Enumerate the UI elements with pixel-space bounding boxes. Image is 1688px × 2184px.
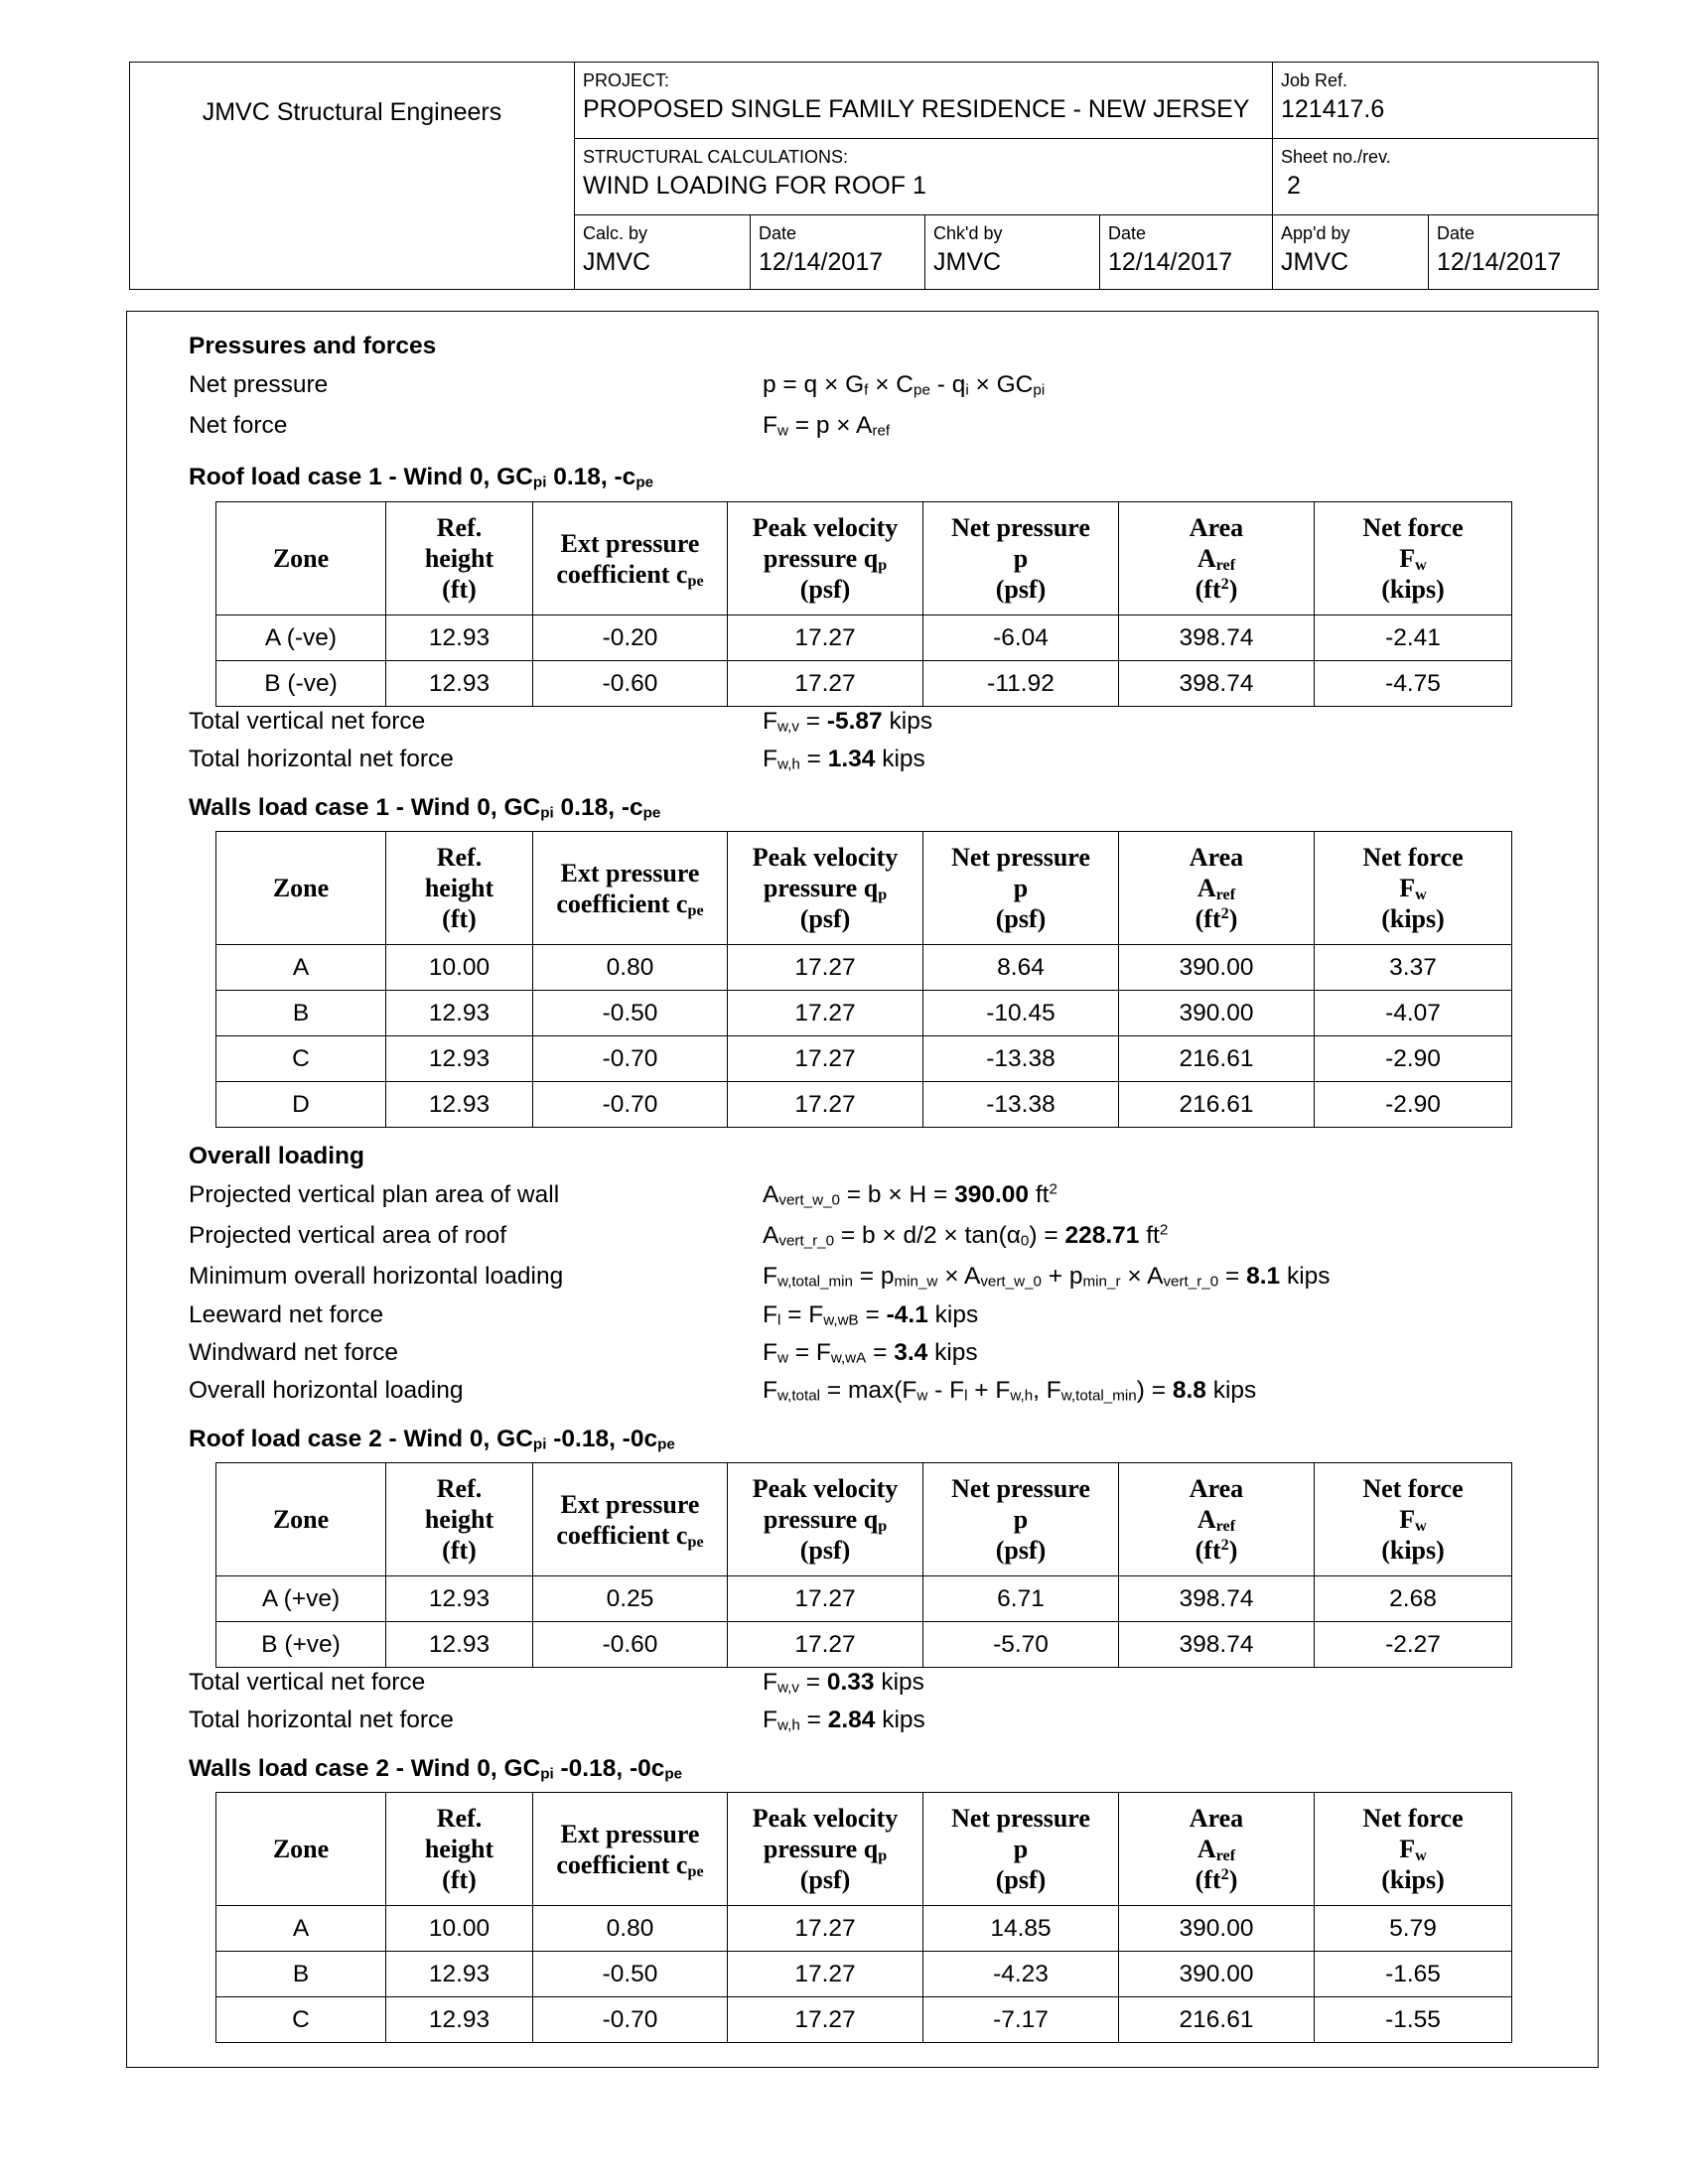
chkby-label: Chk'd by xyxy=(933,223,1003,243)
cell-area: 390.00 xyxy=(1119,991,1315,1036)
overall-formula-6: $F_{w,total} = \max(F_w - F_l + F_{w,h}$, $F_{w,total\_min}) = 8.8$ kips xyxy=(763,1377,1257,1405)
col-ext-pressure: Ext pressure coefficient $c_{pe}$ xyxy=(533,1793,728,1906)
col-net-pressure: Net pressure p (psf) xyxy=(923,1463,1119,1576)
cell-net-force: 2.68 xyxy=(1315,1576,1512,1622)
col-net-pressure: Net pressure p (psf) xyxy=(923,1793,1119,1906)
date1-value: 12/14/2017 xyxy=(759,248,884,276)
col-area: Area $A_{ref}$ $(ft^2)$ xyxy=(1119,832,1315,945)
table-header-row xyxy=(216,502,1512,615)
cell-cpe: -0.20 xyxy=(533,615,728,661)
sheet-cell xyxy=(1273,139,1598,215)
cell-area: 390.00 xyxy=(1119,1952,1315,1997)
col-ref-height: Ref. height (ft) xyxy=(386,1793,533,1906)
cell-net-pressure: -10.45 xyxy=(923,991,1119,1036)
cell-zone: C xyxy=(216,1997,386,2043)
col-ref-height: Ref. height (ft) xyxy=(386,832,533,945)
project-cell xyxy=(575,63,1273,139)
cell-net-pressure: 8.64 xyxy=(923,945,1119,991)
overall-formula-4: $F_l = F_{w,wB} = -4.1$ kips xyxy=(763,1301,979,1329)
cell-net-force: -2.90 xyxy=(1315,1082,1512,1128)
col-ref-height: Ref. height (ft) xyxy=(386,502,533,615)
cell-net-force: 5.79 xyxy=(1315,1906,1512,1952)
table-header-row xyxy=(216,1793,1512,1906)
table-row xyxy=(216,1576,1512,1622)
cell-zone: B (-ve) xyxy=(216,661,386,707)
cell-ref-height: 10.00 xyxy=(386,945,533,991)
cell-zone: D xyxy=(216,1082,386,1128)
cell-cpe: -0.50 xyxy=(533,1952,728,1997)
cell-area: 216.61 xyxy=(1119,1082,1315,1128)
cell-net-force: -4.07 xyxy=(1315,991,1512,1036)
date3-cell xyxy=(1429,215,1598,289)
col-net-force: Net force $F_w$ (kips) xyxy=(1315,832,1512,945)
cell-ref-height: 10.00 xyxy=(386,1906,533,1952)
cell-zone: B xyxy=(216,1952,386,1997)
company-name: JMVC Structural Engineers xyxy=(130,63,575,289)
cell-cpe: -0.60 xyxy=(533,1622,728,1668)
roof-case1-title: Roof load case 1 - Wind 0, $GC_{pi}$ 0.18, $-c_{pe}$ xyxy=(189,464,654,491)
overall-label-2: Projected vertical area of roof xyxy=(189,1222,507,1249)
cell-qp: 17.27 xyxy=(728,1906,923,1952)
cell-cpe: -0.50 xyxy=(533,991,728,1036)
roof-case2-table xyxy=(215,1462,1512,1668)
project-value: PROPOSED SINGLE FAMILY RESIDENCE - NEW JERSEY xyxy=(583,95,1250,123)
net-force-label: Net force xyxy=(189,412,288,439)
calcs-label: STRUCTURAL CALCULATIONS: xyxy=(583,147,849,167)
col-ext-pressure: Ext pressure coefficient $c_{pe}$ xyxy=(533,832,728,945)
table-row xyxy=(216,1997,1512,2043)
roof-case1-vert-label: Total vertical net force xyxy=(189,708,426,735)
col-peak-velocity: Peak velocity pressure $q_p$ (psf) xyxy=(728,1463,923,1576)
sheet-label: Sheet no./rev. xyxy=(1281,147,1391,167)
table-row xyxy=(216,1906,1512,1952)
cell-ref-height: 12.93 xyxy=(386,1082,533,1128)
roof-case2-horiz-value: $F_{w,h} = 2.84$ kips xyxy=(763,1706,925,1734)
cell-area: 398.74 xyxy=(1119,1576,1315,1622)
cell-net-force: -4.75 xyxy=(1315,661,1512,707)
col-net-force: Net force $F_w$ (kips) xyxy=(1315,502,1512,615)
overall-label-3: Minimum overall horizontal loading xyxy=(189,1263,564,1290)
cell-net-force: -1.55 xyxy=(1315,1997,1512,2043)
col-area: Area $A_{ref}$ $(ft^2)$ xyxy=(1119,502,1315,615)
overall-label-1: Projected vertical plan area of wall xyxy=(189,1181,560,1208)
cell-net-force: -2.27 xyxy=(1315,1622,1512,1668)
net-force-formula: $F_w = p \times A_{ref}$ xyxy=(763,412,891,440)
col-zone: Zone xyxy=(216,1463,386,1576)
roof-case2-vert-value: $F_{w,v} = 0.33$ kips xyxy=(763,1669,924,1697)
cell-zone: A xyxy=(216,1906,386,1952)
table-row xyxy=(216,1622,1512,1668)
cell-ref-height: 12.93 xyxy=(386,1622,533,1668)
calcby-cell xyxy=(575,215,751,289)
table-row xyxy=(216,991,1512,1036)
col-peak-velocity: Peak velocity pressure $q_p$ (psf) xyxy=(728,502,923,615)
cell-qp: 17.27 xyxy=(728,991,923,1036)
walls-case2-title: Walls load case 2 - Wind 0, $GC_{pi}$ -0.18, $-0c_{pe}$ xyxy=(189,1755,683,1783)
col-area: Area $A_{ref}$ $(ft^2)$ xyxy=(1119,1463,1315,1576)
cell-net-force: 3.37 xyxy=(1315,945,1512,991)
cell-cpe: -0.70 xyxy=(533,1036,728,1082)
cell-net-pressure: 6.71 xyxy=(923,1576,1119,1622)
date2-cell xyxy=(1100,215,1273,289)
cell-qp: 17.27 xyxy=(728,1622,923,1668)
cell-qp: 17.27 xyxy=(728,1576,923,1622)
col-ref-height: Ref. height (ft) xyxy=(386,1463,533,1576)
cell-ref-height: 12.93 xyxy=(386,1576,533,1622)
cell-zone: C xyxy=(216,1036,386,1082)
cell-net-force: -2.90 xyxy=(1315,1036,1512,1082)
calcs-cell xyxy=(575,139,1273,215)
table-row xyxy=(216,1082,1512,1128)
table-row xyxy=(216,945,1512,991)
cell-cpe: 0.25 xyxy=(533,1576,728,1622)
cell-qp: 17.27 xyxy=(728,661,923,707)
col-net-pressure: Net pressure p (psf) xyxy=(923,502,1119,615)
cell-net-force: -2.41 xyxy=(1315,615,1512,661)
cell-zone: A xyxy=(216,945,386,991)
cell-ref-height: 12.93 xyxy=(386,1997,533,2043)
table-header-row xyxy=(216,1463,1512,1576)
cell-net-pressure: -11.92 xyxy=(923,661,1119,707)
cell-net-pressure: -13.38 xyxy=(923,1036,1119,1082)
cell-cpe: 0.80 xyxy=(533,945,728,991)
walls-case1-table xyxy=(215,831,1512,1128)
overall-title: Overall loading xyxy=(189,1143,364,1169)
walls-case1-title: Walls load case 1 - Wind 0, $GC_{pi}$ 0.18, $-c_{pe}$ xyxy=(189,794,661,822)
calcby-label: Calc. by xyxy=(583,223,648,243)
pressures-title: Pressures and forces xyxy=(189,333,437,359)
roof-case1-vert-value: $F_{w,v} = -5.87$ kips xyxy=(763,708,933,736)
cell-area: 398.74 xyxy=(1119,661,1315,707)
roof-case2-title: Roof load case 2 - Wind 0, $GC_{pi}$ -0.18, $-0c_{pe}$ xyxy=(189,1426,675,1453)
net-pressure-label: Net pressure xyxy=(189,371,329,398)
col-zone: Zone xyxy=(216,832,386,945)
overall-formula-3: $F_{w,total\_min} = p_{min\_w} \times A_{vert\_w\_0} + p_{min\_r} \times A_{vert\_r\_0} = 8.1$ kips xyxy=(763,1263,1331,1291)
table-row xyxy=(216,1952,1512,1997)
appby-value: JMVC xyxy=(1281,248,1349,276)
cell-qp: 17.27 xyxy=(728,945,923,991)
calcs-value: WIND LOADING FOR ROOF 1 xyxy=(583,172,926,200)
cell-qp: 17.27 xyxy=(728,1952,923,1997)
overall-label-5: Windward net force xyxy=(189,1339,399,1366)
cell-cpe: -0.70 xyxy=(533,1997,728,2043)
calcby-value: JMVC xyxy=(583,248,651,276)
col-peak-velocity: Peak velocity pressure $q_p$ (psf) xyxy=(728,832,923,945)
table-header-row xyxy=(216,832,1512,945)
appby-cell xyxy=(1273,215,1429,289)
chkby-cell xyxy=(925,215,1100,289)
cell-area: 390.00 xyxy=(1119,945,1315,991)
cell-qp: 17.27 xyxy=(728,1997,923,2043)
cell-qp: 17.27 xyxy=(728,1082,923,1128)
title-block xyxy=(129,62,1599,290)
cell-net-pressure: -7.17 xyxy=(923,1997,1119,2043)
date3-label: Date xyxy=(1437,223,1476,243)
col-zone: Zone xyxy=(216,502,386,615)
date1-label: Date xyxy=(759,223,797,243)
cell-cpe: -0.70 xyxy=(533,1082,728,1128)
cell-area: 216.61 xyxy=(1119,1997,1315,2043)
appby-label: App'd by xyxy=(1281,223,1350,243)
jobref-value: 121417.6 xyxy=(1281,95,1385,123)
table-row xyxy=(216,661,1512,707)
cell-ref-height: 12.93 xyxy=(386,991,533,1036)
col-zone: Zone xyxy=(216,1793,386,1906)
cell-qp: 17.27 xyxy=(728,1036,923,1082)
cell-area: 216.61 xyxy=(1119,1036,1315,1082)
cell-zone: A (+ve) xyxy=(216,1576,386,1622)
cell-net-pressure: 14.85 xyxy=(923,1906,1119,1952)
net-pressure-formula: $p = q \times G_f \times C_{pe} - q_i \times GC_{pi}$ xyxy=(763,371,1046,399)
cell-net-force: -1.65 xyxy=(1315,1952,1512,1997)
cell-net-pressure: -4.23 xyxy=(923,1952,1119,1997)
cell-net-pressure: -13.38 xyxy=(923,1082,1119,1128)
cell-ref-height: 12.93 xyxy=(386,615,533,661)
col-area: Area $A_{ref}$ $(ft^2)$ xyxy=(1119,1793,1315,1906)
col-ext-pressure: Ext pressure coefficient $c_{pe}$ xyxy=(533,502,728,615)
roof-case1-table xyxy=(215,501,1512,707)
roof-case1-horiz-value: $F_{w,h} = 1.34$ kips xyxy=(763,746,925,773)
jobref-cell xyxy=(1273,63,1598,139)
roof-case2-horiz-label: Total horizontal net force xyxy=(189,1706,454,1733)
col-ext-pressure: Ext pressure coefficient $c_{pe}$ xyxy=(533,1463,728,1576)
date1-cell xyxy=(751,215,925,289)
cell-ref-height: 12.93 xyxy=(386,1952,533,1997)
date2-value: 12/14/2017 xyxy=(1108,248,1233,276)
sheet-value: 2 xyxy=(1287,172,1301,200)
cell-ref-height: 12.93 xyxy=(386,1036,533,1082)
col-net-force: Net force $F_w$ (kips) xyxy=(1315,1793,1512,1906)
table-row xyxy=(216,615,1512,661)
cell-cpe: -0.60 xyxy=(533,661,728,707)
cell-zone: B xyxy=(216,991,386,1036)
date2-label: Date xyxy=(1108,223,1147,243)
cell-cpe: 0.80 xyxy=(533,1906,728,1952)
date3-value: 12/14/2017 xyxy=(1437,248,1562,276)
overall-formula-5: $F_w = F_{w,wA} = 3.4$ kips xyxy=(763,1339,978,1367)
roof-case1-horiz-label: Total horizontal net force xyxy=(189,746,454,772)
overall-label-6: Overall horizontal loading xyxy=(189,1377,464,1404)
chkby-value: JMVC xyxy=(933,248,1002,276)
table-row xyxy=(216,1036,1512,1082)
cell-area: 398.74 xyxy=(1119,1622,1315,1668)
overall-label-4: Leeward net force xyxy=(189,1301,384,1328)
roof-case2-vert-label: Total vertical net force xyxy=(189,1669,426,1696)
col-peak-velocity: Peak velocity pressure $q_p$ (psf) xyxy=(728,1793,923,1906)
walls-case2-table xyxy=(215,1792,1512,2043)
overall-formula-1: $A_{vert\_w\_0} = b \times H = 390.00$ $ft^2$ xyxy=(763,1180,1057,1209)
cell-qp: 17.27 xyxy=(728,615,923,661)
cell-area: 398.74 xyxy=(1119,615,1315,661)
col-net-pressure: Net pressure p (psf) xyxy=(923,832,1119,945)
col-net-force: Net force $F_w$ (kips) xyxy=(1315,1463,1512,1576)
jobref-label: Job Ref. xyxy=(1281,70,1348,90)
cell-ref-height: 12.93 xyxy=(386,661,533,707)
project-label: PROJECT: xyxy=(583,70,670,90)
cell-net-pressure: -5.70 xyxy=(923,1622,1119,1668)
cell-zone: A (-ve) xyxy=(216,615,386,661)
cell-zone: B (+ve) xyxy=(216,1622,386,1668)
cell-area: 390.00 xyxy=(1119,1906,1315,1952)
cell-net-pressure: -6.04 xyxy=(923,615,1119,661)
overall-formula-2: $A_{vert\_r\_0} = b \times d/2 \times \tan(\alpha_0) = 228.71$ $ft^2$ xyxy=(763,1221,1169,1250)
